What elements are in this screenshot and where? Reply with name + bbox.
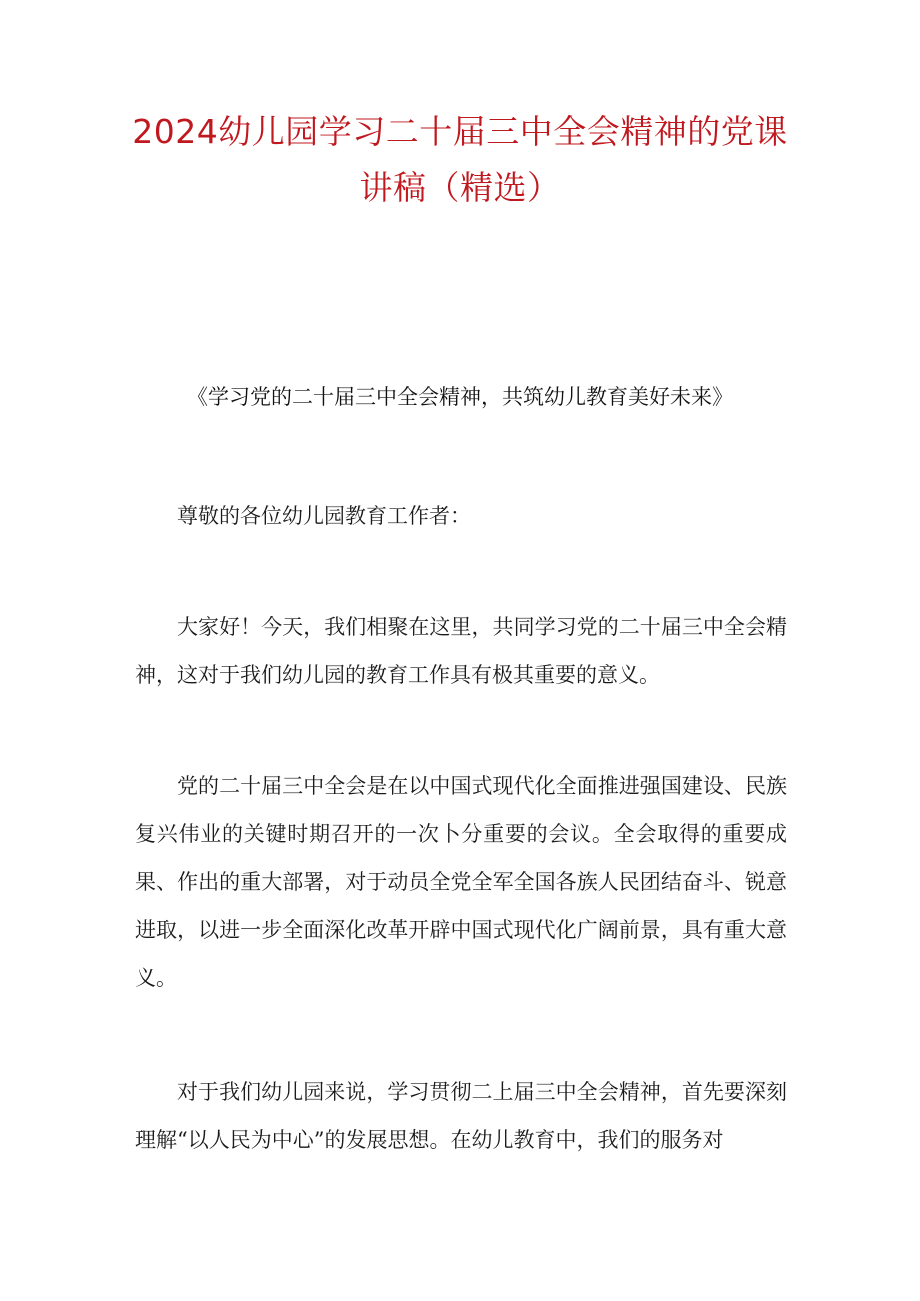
body-paragraph: 对于我们幼儿园来说，学习贯彻二上届三中全会精神，首先要深刻理解“以人民为中心”的发展思想。在幼儿教育中，我们的服务对 bbox=[135, 1080, 787, 1152]
body-paragraph: 党的二十届三中全会是在以中国式现代化全面推进强国建设、民族复兴伟业的关键时期召开的一次卜分重要的会议。全会取得的重要成果、作出的重大部署，对于动员全党全军全国各族人民团结奋斗、锐意进取，以进一步全面深化改革开辟中国式现代化广阔前景，具有重大意义。 bbox=[135, 774, 787, 990]
body-paragraph: 大家好！今天，我们相聚在这里，共同学习党的二十届三中全会精神，这对于我们幼儿园的教育工作具有极其重要的意义。 bbox=[135, 615, 787, 687]
document-subtitle: 《学习党的二十届三中全会精神，共筑幼儿教育美好未来》 bbox=[187, 385, 733, 409]
greeting-paragraph: 尊敬的各位幼儿园教育工作者： bbox=[177, 504, 471, 528]
document-title: 2024幼儿园学习二十届三中全会精神的党课讲稿（精选） bbox=[132, 112, 788, 207]
